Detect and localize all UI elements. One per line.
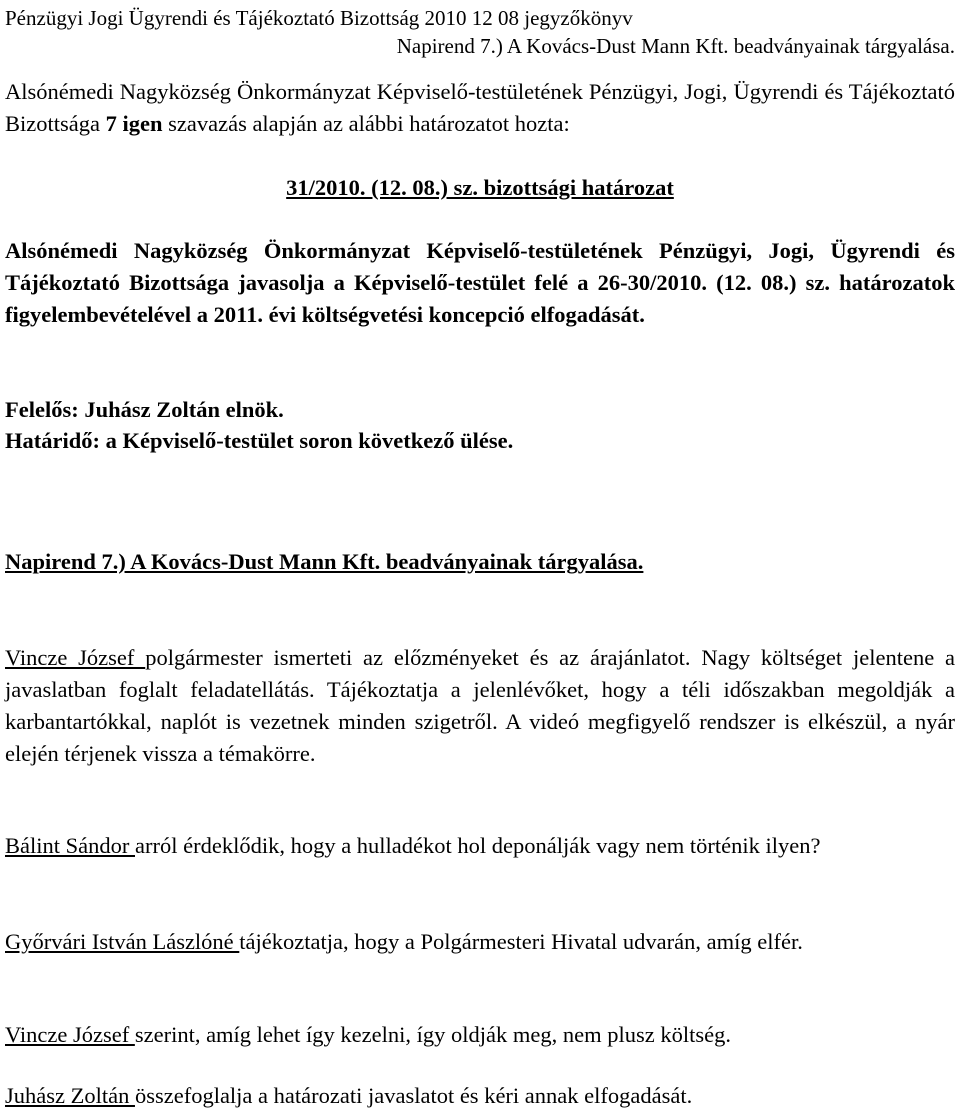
speaker-name: Bálint Sándor <box>5 833 135 858</box>
paragraph-text: polgármester ismerteti az előzményeket és az árajánlatot. Nagy költséget jelentene a javaslatban foglalt feladatellátás. Tájékoztatja a jelenlévőket, hogy a téli időszakban megoldják a karbantartókkal, naplót is vezetnek minden szigetről. A videó megfigyelő rendszer is elkészül, a nyár elején térjenek vissza a témakörre. <box>5 645 955 766</box>
paragraph-vincze-1 <box>5 642 955 770</box>
paragraph-gyorvari <box>5 926 955 958</box>
resolution-text: Alsónémedi Nagyközség Önkormányzat Képviselő-testületének Pénzügyi, Jogi, Ügyrendi és Tájékoztató Bizottsága javasolja a Képviselő-testület felé a 26-30/2010. (12. 08.) sz. határozatok figyelembevételével a 2011. évi költségvetési koncepció elfogadását. <box>5 238 955 327</box>
intro-text-after: szavazás alapján az alábbi határozatot hozta: <box>162 111 570 136</box>
paragraph-text: arról érdeklődik, hogy a hulladékot hol deponálják vagy nem történik ilyen? <box>135 833 821 858</box>
vote-count: 7 igen <box>105 111 163 136</box>
resolution-responsible: Felelős: Juhász Zoltán elnök. <box>5 397 284 422</box>
intro-text-before: Alsónémedi Nagyközség Önkormányzat Képviselő-testületének Pénzügyi, Jogi, Ügyrendi és Tájékoztató Bizottsága <box>5 79 955 136</box>
paragraph-text: szerint, amíg lehet így kezelni, így oldják meg, nem plusz költség. <box>134 1022 731 1047</box>
resolution-title: 31/2010. (12. 08.) sz. bizottsági határozat <box>286 175 674 200</box>
agenda-title-wrap <box>5 546 955 578</box>
running-header-title: Pénzügyi Jogi Ügyrendi és Tájékoztató Bizottság 2010 12 08 jegyzőkönyv <box>5 6 633 30</box>
paragraph-text: összefoglalja a határozati javaslatot és kéri annak elfogadását. <box>134 1083 693 1108</box>
agenda-title: Napirend 7.) A Kovács-Dust Mann Kft. beadványainak tárgyalása. <box>5 549 644 574</box>
speaker-name: Győrvári István Lászlóné <box>5 929 240 954</box>
paragraph-balint <box>5 830 955 862</box>
resolution-title-wrap <box>5 172 955 204</box>
paragraph-text: tájékoztatja, hogy a Polgármesteri Hivatal udvarán, amíg elfér. <box>239 929 803 954</box>
resolution-deadline: Határidő: a Képviselő-testület soron következő ülése. <box>5 428 514 453</box>
paragraph-vincze-2 <box>5 1019 955 1051</box>
intro-paragraph <box>5 76 955 140</box>
speaker-name: Juhász Zoltán <box>5 1083 135 1108</box>
paragraph-juhasz <box>5 1080 955 1112</box>
speaker-name: Vincze József <box>5 645 146 670</box>
speaker-name: Vincze József <box>5 1022 135 1047</box>
running-header-agenda: Napirend 7.) A Kovács-Dust Mann Kft. beadványainak tárgyalása. <box>396 34 955 58</box>
